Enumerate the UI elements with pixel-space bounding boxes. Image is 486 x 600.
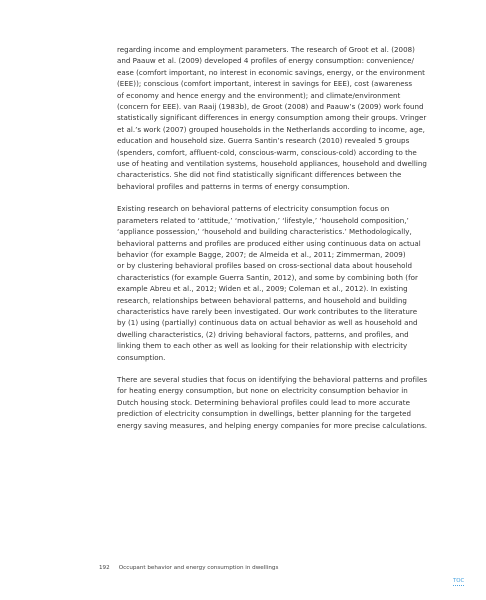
text-line: behavioral profiles and patterns in terms of energy consumption. bbox=[117, 181, 350, 191]
text-line: ease (comfort important, no interest in economic savings, energy, or the environment bbox=[117, 67, 425, 77]
text-line: consumption. bbox=[117, 352, 166, 362]
text-line: example Abreu et al., 2012; Widen et al., 2009; Coleman et al., 2012). In existing bbox=[117, 284, 408, 294]
text-line: education and household size. Guerra Santin’s research (2010) revealed 5 groups bbox=[117, 136, 410, 146]
paragraph-1 bbox=[117, 44, 427, 192]
text-line: prediction of electricity consumption in dwellings, better planning for the targeted bbox=[117, 409, 412, 419]
text-line: research, relationships between behavioral patterns, and household and building bbox=[117, 295, 407, 305]
text-line: regarding income and employment parameters. The research of Groot et al. (2008) bbox=[117, 45, 415, 54]
text-line: Dutch housing stock. Determining behavioral profiles could lead to more accurate bbox=[117, 397, 410, 407]
body-text bbox=[117, 44, 428, 442]
text-line: (EEE)); conscious (comfort important, interest in savings for EEE), cost (awareness bbox=[117, 79, 413, 89]
text-line: linking them to each other as well as looking for their relationship with electricity bbox=[117, 341, 408, 351]
text-line: or by clustering behavioral profiles based on cross-sectional data about household bbox=[117, 261, 413, 271]
text-line: et al.’s work (2007) grouped households in the Netherlands according to income, age, bbox=[117, 124, 425, 134]
text-line: energy saving measures, and helping energy companies for more precise calculations. bbox=[117, 420, 428, 430]
running-title: Occupant behavior and energy consumption in dwellings bbox=[118, 565, 279, 571]
text-line: (concern for EEE). van Raaij (1983b), de Groot (2008) and Paauw’s (2009) work found bbox=[117, 102, 424, 112]
text-line: Existing research on behavioral patterns of electricity consumption focus on bbox=[117, 204, 390, 214]
text-line: by (1) using (partially) continuous data on actual behavior as well as household and bbox=[117, 318, 418, 328]
text-line: characteristics have rarely been investigated. Our work contributes to the literature bbox=[117, 306, 418, 316]
page-number: 192 bbox=[99, 565, 110, 571]
text-line: statistically significant differences in energy consumption among their groups. Vringer bbox=[117, 113, 427, 123]
paragraph-2 bbox=[117, 203, 421, 363]
text-line: behavioral patterns and profiles are produced either using continuous data on actual bbox=[117, 238, 421, 248]
toc-link[interactable]: TOC bbox=[453, 578, 465, 584]
text-line: dwelling characteristics, (2) driving behavioral factors, patterns, and profiles, and bbox=[117, 329, 409, 339]
text-line: use of heating and ventilation systems, household appliances, household and dwelling bbox=[117, 159, 427, 169]
text-line: characteristics. She did not find statistically significant differences between the bbox=[117, 170, 402, 180]
text-line: and Paauw et al. (2009) developed 4 profiles of energy consumption: convenience/ bbox=[117, 56, 414, 66]
text-line: for heating energy consumption, but none on electricity consumption behavior in bbox=[117, 386, 408, 396]
text-line: characteristics (for example Guerra Santin, 2012), and some by combining both (for bbox=[117, 272, 418, 282]
paragraph-3 bbox=[117, 374, 428, 431]
page-footer bbox=[99, 564, 278, 572]
text-line: of economy and hence energy and the environment); and climate/environment bbox=[117, 90, 401, 100]
text-line: (spenders, comfort, affluent-cold, conscious-warm, conscious-cold) according to the bbox=[117, 147, 417, 157]
text-line: There are several studies that focus on identifying the behavioral patterns and profiles bbox=[117, 374, 428, 384]
text-line: ‘appliance possession,’ ‘household and building characteristics.’ Methodologically, bbox=[117, 227, 412, 237]
text-line: parameters related to ‘attitude,’ ‘motivation,’ ‘lifestyle,’ ‘household composition,’ bbox=[117, 215, 409, 225]
text-line: behavior (for example Bagge, 2007; de Almeida et al., 2011; Zimmerman, 2009) bbox=[117, 249, 406, 259]
